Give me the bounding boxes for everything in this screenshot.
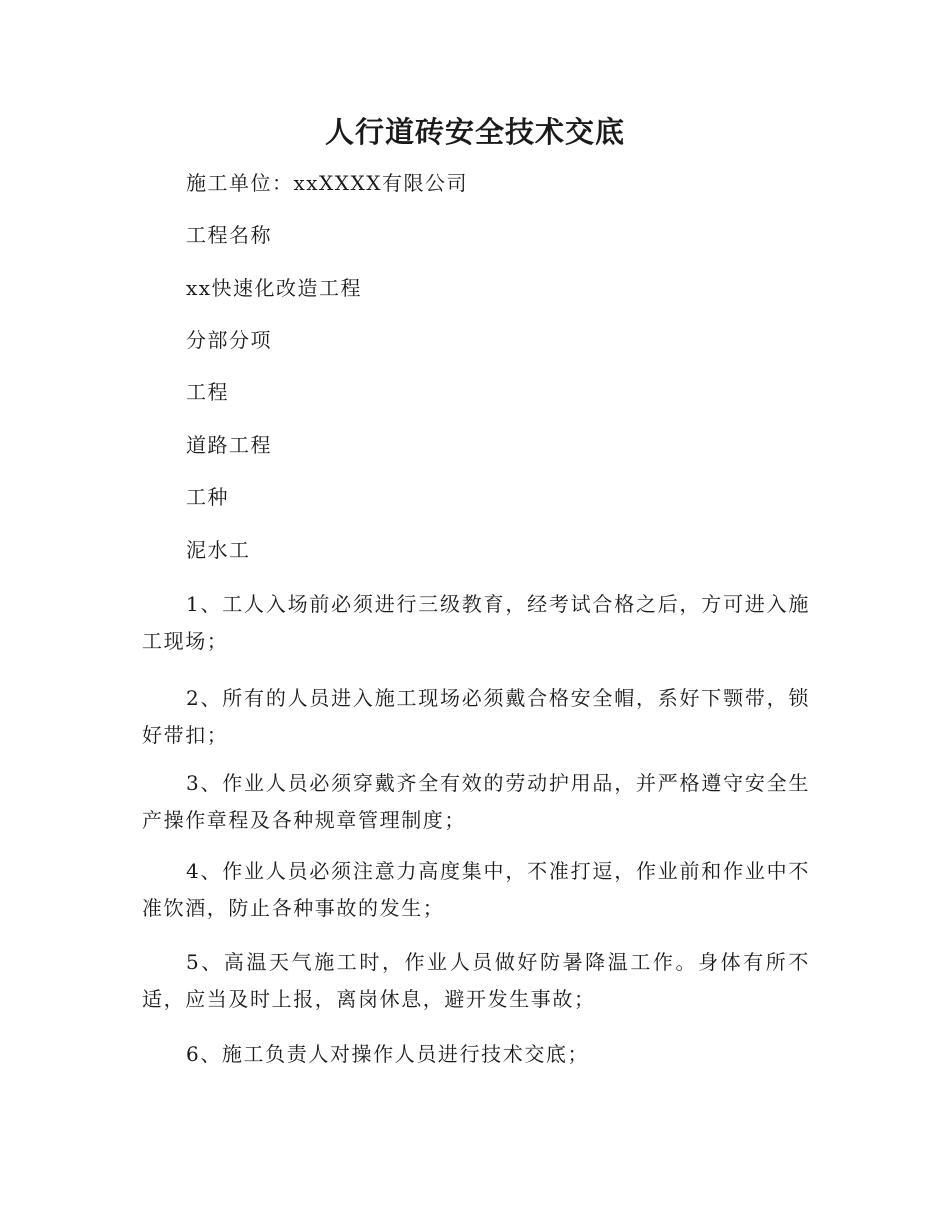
sub-project-value: 道路工程 <box>186 433 272 457</box>
safety-item-2: 2、所有的人员进入施工现场必须戴合格安全帽，系好下颚带，锁好带扣； <box>142 686 810 747</box>
trade-value: 泥水工 <box>186 538 251 562</box>
project-name-value: xx快速化改造工程 <box>186 276 363 300</box>
safety-item-4: 4、作业人员必须注意力高度集中，不准打逗，作业前和作业中不准饮酒，防止各种事故的发生； <box>142 859 810 920</box>
trade-label: 工种 <box>186 485 229 509</box>
project-name-label: 工程名称 <box>186 223 272 247</box>
safety-item-6: 6、施工负责人对操作人员进行技术交底； <box>186 1042 590 1066</box>
safety-item-3: 3、作业人员必须穿戴齐全有效的劳动护用品，并严格遵守安全生产操作章程及各种规章管理制度； <box>142 771 810 832</box>
sub-project-label-continued: 工程 <box>186 380 229 404</box>
safety-item-1: 1、工人入场前必须进行三级教育，经考试合格之后，方可进入施工现场； <box>142 592 810 653</box>
document-title: 人行道砖安全技术交底 <box>324 115 625 149</box>
safety-item-5: 5、高温天气施工时，作业人员做好防暑降温工作。身体有所不适，应当及时上报，离岗休息，避开发生事故； <box>142 950 810 1011</box>
construction-unit-line: 施工单位：xxXXXX有限公司 <box>186 171 469 195</box>
sub-project-label: 分部分项 <box>186 328 272 352</box>
